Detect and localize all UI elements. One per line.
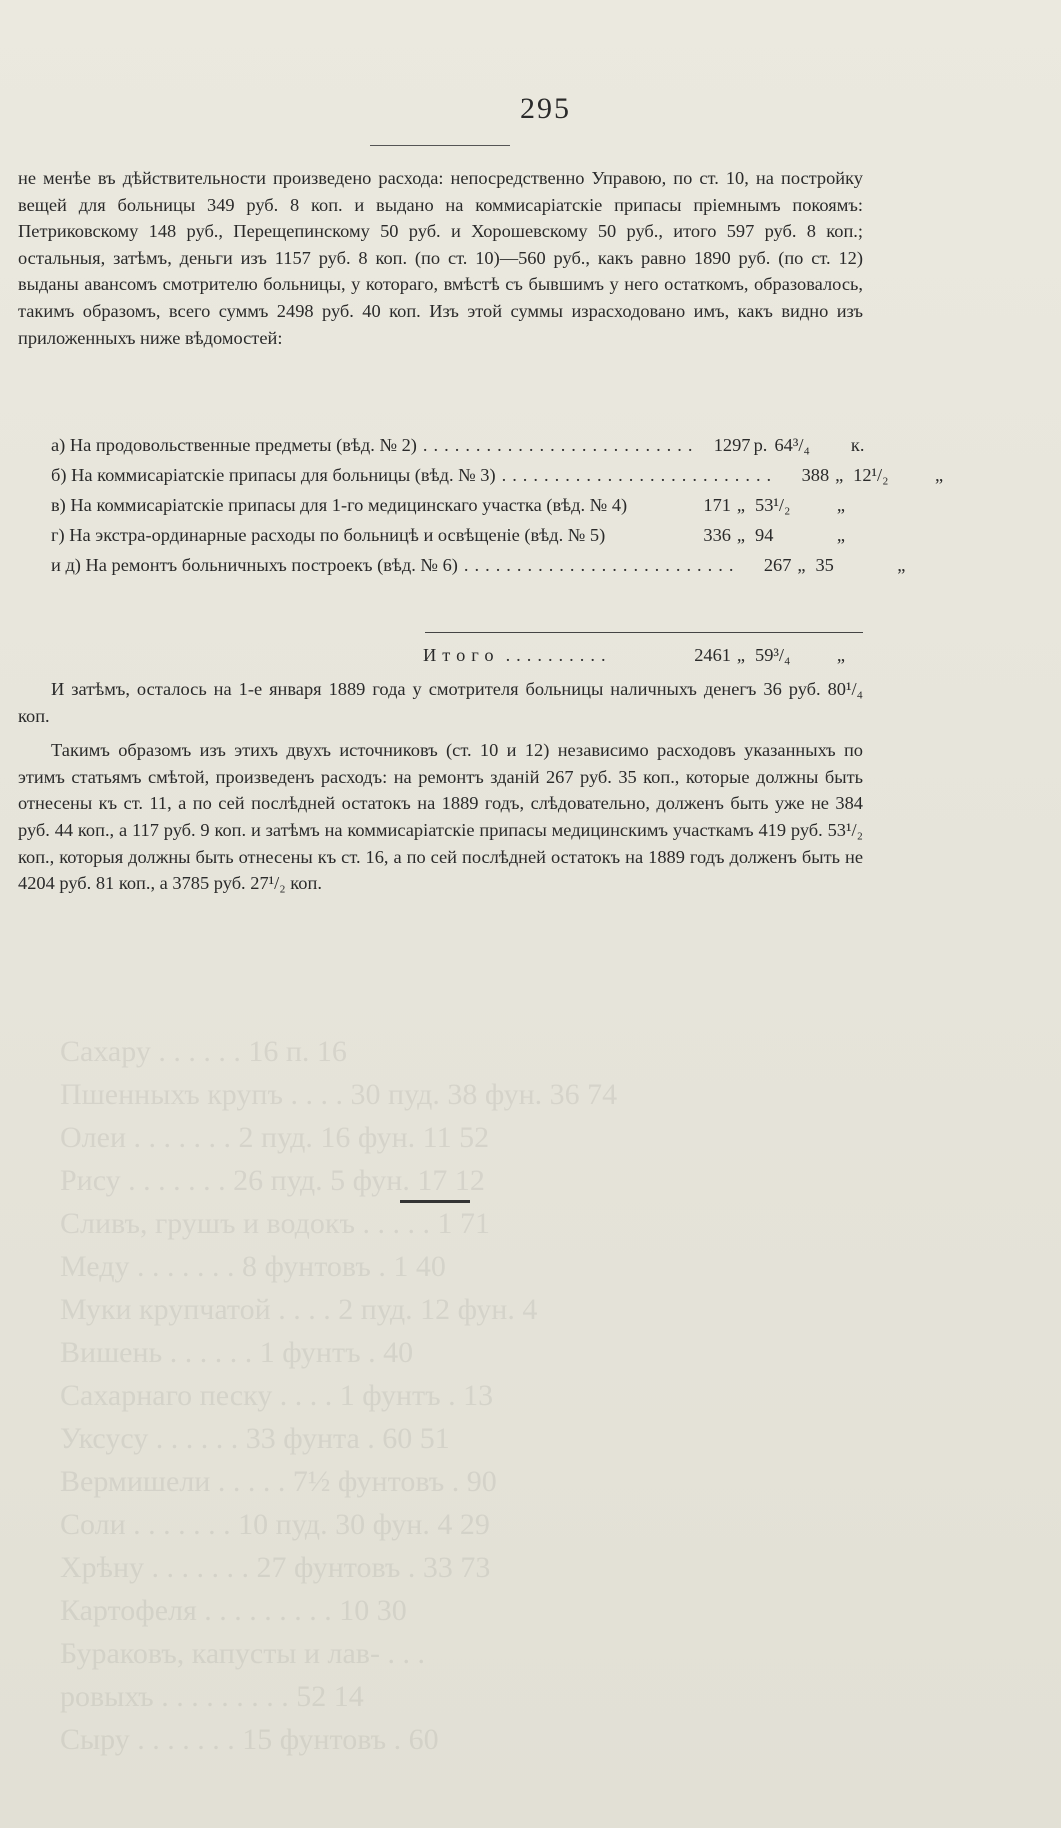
amount-kopecks: 35 — [815, 555, 834, 575]
expense-label: в) На коммисаріатскіе припасы для 1-го медицинскаго участка (вѣд. № 4) — [51, 495, 628, 515]
amount-kopecks: 59³/₄ — [755, 645, 791, 665]
leader-dots: .......... — [505, 645, 612, 665]
expense-label: г) На экстра-ординарные расходы по больницѣ и освѣщеніе (вѣд. № 5) — [51, 525, 606, 545]
expense-row — [18, 490, 863, 520]
total-rule — [425, 632, 863, 633]
amount-unit: „ — [736, 495, 746, 515]
amount-tail: „ — [897, 555, 906, 575]
expense-row — [18, 550, 906, 580]
intro-paragraph: не менѣе въ дѣйствительности произведено расхода: непосредственно Управою, по ст. 10, на постройку вещей для больницы 349 руб. 8 коп. и выдано на коммисаріатскіе припасы пріемнымъ покоямъ: Петриковскому 148 руб., Перещепинскому 50 руб. и Хорошевскому 50 руб., итого 597 руб. 8 коп.; остальныя, затѣмъ, деньги изъ 1157 руб. 8 коп. (по ст. 10)—560 руб., какъ равно 1890 руб. (по ст. 12) выданы авансомъ смотрителю больницы, у котораго, вмѣстѣ съ бывшимъ у него остаткомъ, образовалось, такимъ образомъ, всего суммъ 2498 руб. 40 коп. Изъ этой суммы израсходовано имъ, какъ видно изъ приложенныхъ ниже вѣдомостей: — [18, 168, 863, 348]
conclusion-paragraph: Такимъ образомъ изъ этихъ двухъ источниковъ (ст. 10 и 12) независимо расходовъ указанныхъ по этимъ статьямъ смѣтой, произведенъ расходъ: на ремонтъ зданій 267 руб. 35 коп., которые должны быть отнесены къ ст. 11, а по сей послѣдней остатокъ на 1889 годъ, слѣдовательно, долженъ быть уже не 384 руб. 44 коп., а 117 руб. 9 коп. и затѣмъ на коммисаріатскіе припасы медицинскимъ участкамъ 419 руб. 53¹/₂ коп., которыя должны быть отнесены къ ст. 16, а по сей послѣдней остатокъ на 1889 годъ долженъ быть не 4204 руб. 81 коп., а 3785 руб. 27¹/₂ коп. — [18, 740, 863, 894]
amount-rubles: 267 — [763, 555, 792, 575]
amount-unit: р. — [753, 435, 768, 455]
amount-kopecks: 64³/₄ — [774, 435, 810, 455]
leader-dots: .......................... — [501, 465, 778, 485]
expense-amount — [685, 520, 863, 550]
amount-kopecks: 12¹/₂ — [853, 465, 889, 485]
amount-unit: „ — [736, 525, 746, 545]
end-rule — [400, 1200, 470, 1203]
expense-label: и д) На ремонтъ больничныхъ построекъ (вѣд. № 6) — [51, 555, 458, 575]
closing-paragraphs — [18, 676, 863, 897]
amount-unit: „ — [797, 555, 806, 575]
expense-label: б) На коммисаріатскіе припасы для больницы (вѣд. № 3) — [51, 465, 496, 485]
amount-tail: „ — [836, 645, 845, 665]
amount-rubles: 336 — [703, 525, 731, 545]
expense-amount — [783, 460, 961, 490]
amount-unit: „ — [736, 645, 746, 665]
expense-label: а) На продовольственные предметы (вѣд. № 2) — [51, 435, 417, 455]
expense-list — [18, 430, 944, 580]
expense-amount — [685, 490, 863, 520]
amount-kopecks: 94 — [755, 525, 774, 545]
page-number-rule — [370, 145, 510, 146]
bleed-through-text: Сахару . . . . . . 16 п. 16 Пшенныхъ крупъ . . . . 30 пуд. 38 фун. 36 74 Олеи . . . . . . . 2 пуд. 16 фун. 11 52 Рису . . . . . . . 26 пуд. 5 фун. 17 12 Сливъ, грушъ и водокъ . . . . . 1 71 Меду . . . . . . . 8 фунтовъ . 1 40 Муки крупчатой . . . . 2 пуд. 12 фун. 4 Вишень . . . . . . 1 фунтъ . 40 Сахарнаго песку . . . . 1 фунтъ . 13 Уксусу . . . . . . 33 фунта . 60 51 Вермишели . . . . . 7½ фунтовъ . 90 Соли . . . . . . . 10 пуд. 30 фун. 4 29 Хрѣну . . . . . . . 27 фунтовъ . 33 73 Картофеля . . . . . . . . . 10 30 Бураковъ, капусты и лав- . . . ровыхъ . . . . . . . . . 52 14 Сыру . . . . . . . 15 фунтовъ . 60 — [60, 1035, 618, 1756]
amount-rubles: 388 — [801, 465, 830, 485]
total-label: Итого — [423, 645, 500, 665]
amount-rubles: 2461 — [694, 645, 731, 665]
amount-kopecks: 53¹/₂ — [755, 495, 791, 515]
page-number: 295 — [520, 92, 571, 125]
amount-tail: „ — [836, 525, 845, 545]
amount-tail: к. — [850, 435, 865, 455]
amount-tail: „ — [836, 495, 845, 515]
remainder-paragraph: И затѣмъ, осталось на 1-е января 1889 года у смотрителя больницы наличныхъ денегъ 36 руб. 80¹/₄ коп. — [18, 679, 863, 726]
amount-tail: „ — [934, 465, 944, 485]
expense-amount — [745, 550, 923, 580]
total-amount — [685, 640, 863, 670]
leader-dots: .......................... — [463, 555, 740, 575]
total-row — [18, 640, 863, 670]
amount-unit: „ — [835, 465, 844, 485]
expense-row — [18, 520, 863, 550]
expense-amount — [704, 430, 882, 460]
expense-row — [18, 430, 863, 460]
expense-row — [18, 460, 944, 490]
leader-dots: .......................... — [422, 435, 699, 455]
amount-rubles: 1297 — [713, 435, 751, 455]
amount-rubles: 171 — [703, 495, 731, 515]
